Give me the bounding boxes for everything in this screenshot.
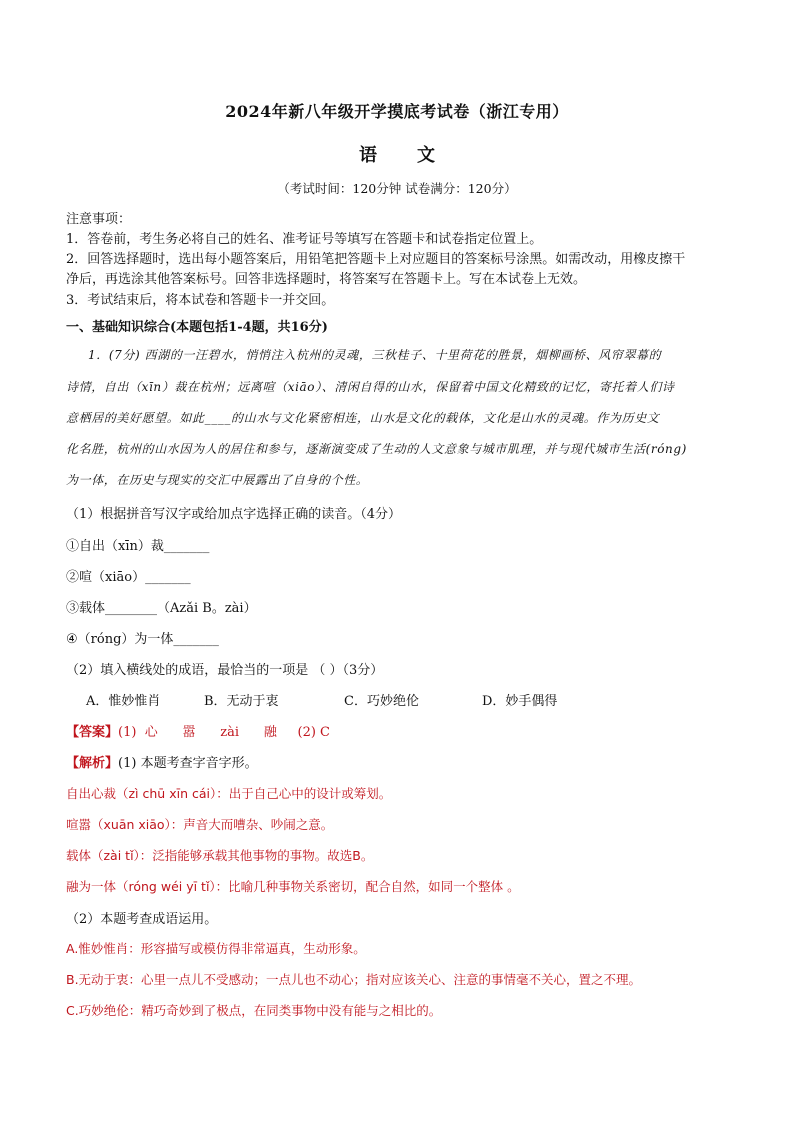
analysis-q2-line-b: B.无动于衷：心里一点儿不受感动；一点儿也不动心；指对应该关心、注意的事情毫不关心，置之不理。 xyxy=(66,972,642,987)
q2-option-c: C．巧妙绝伦 xyxy=(344,694,419,709)
exam-info: （考试时间：120分钟 试卷满分：120分） xyxy=(277,181,517,196)
notes-heading: 注意事项： xyxy=(66,212,132,227)
q1-item-4: ④（róng）为一体_______ xyxy=(66,632,219,647)
answer-label: 【答案】 xyxy=(66,725,119,740)
note-item-3: 3．考试结束后，将本试卷和答题卡一并交回。 xyxy=(66,293,335,308)
q2-prompt: （2）填入横线处的成语，最恰当的一项是 （ ）（3分） xyxy=(66,663,384,678)
analysis-line-4: 融为一体（róng wéi yī tǐ）：比喻几种事物关系密切，配合自然，如同一个整体 。 xyxy=(66,879,520,894)
note-item-2-cont: 净后，再选涂其他答案标号。回答非选择题时，将答案写在答题卡上。写在本试卷上无效。 xyxy=(66,272,587,287)
page-title: 2024年新八年级开学摸底考试卷（浙江专用） xyxy=(225,102,569,121)
analysis-q2-line-a: A.惟妙惟肖：形容描写或模仿得非常逼真，生动形象。 xyxy=(66,941,366,956)
answer-content: (1) 心 嚣 zài 融 (2) C xyxy=(118,725,330,740)
passage-line-4: 化名胜，杭州的山水因为人的居住和参与，逐渐演变成了生动的人文意象与城市肌理，并与现代城市生活(róng) xyxy=(66,442,687,456)
q1-item-2: ②喧（xiāo）_______ xyxy=(66,570,191,585)
q2-option-b: B．无动于衷 xyxy=(204,694,279,709)
q1-item-3: ③载体________（Azǎi B。zài） xyxy=(66,601,257,616)
passage-line-1: 1．(7分) 西湖的一汪碧水，悄悄注入杭州的灵魂，三秋桂子、十里荷花的胜景，烟柳画桥、风帘翠幕的 xyxy=(88,348,662,362)
q1-item-1: ①自出（xīn）裁_______ xyxy=(66,539,210,554)
q1-prompt: （1）根据拼音写汉字或给加点字选择正确的读音。（4分） xyxy=(66,507,402,522)
passage-line-5: 为一体，在历史与现实的交汇中展露出了自身的个性。 xyxy=(66,473,369,487)
analysis-intro: (1) 本题考查字音字形。 xyxy=(118,756,258,771)
analysis-line-1: 自出心裁（zì chū xīn cái）：出于自己心中的设计或筹划。 xyxy=(66,786,392,801)
analysis-q2-intro: （2）本题考查成语运用。 xyxy=(66,912,218,927)
analysis-line xyxy=(66,752,258,771)
note-item-2: 2．回答选择题时，选出每小题答案后，用铅笔把答题卡上对应题目的答案标号涂黑。如需改动，用橡皮擦干 xyxy=(66,252,686,267)
analysis-line-3: 载体（zài tǐ）：泛指能够承载其他事物的事物。故选B。 xyxy=(66,848,374,863)
analysis-line-2: 喧嚣（xuān xiāo）：声音大而嘈杂、吵闹之意。 xyxy=(66,817,334,832)
passage-line-2: 诗情，自出（xīn）裁在杭州；远离喧（xiāo）、清闲自得的山水，保留着中国文化精致的记忆，寄托着人们诗 xyxy=(66,380,675,394)
subject-heading: 语文 xyxy=(359,145,475,166)
passage-line-3: 意栖居的美好愿望。如此____的山水与文化紧密相连，山水是文化的载体，文化是山水的灵魂。作为历史文 xyxy=(66,411,660,425)
q2-option-d: D．妙手偶得 xyxy=(482,694,558,709)
analysis-label: 【解析】 xyxy=(66,756,119,771)
analysis-q2-line-c: C.巧妙绝伦：精巧奇妙到了极点，在同类事物中没有能与之相比的。 xyxy=(66,1003,442,1018)
q2-options xyxy=(86,690,557,709)
q2-option-a: A．惟妙惟肖 xyxy=(86,694,161,709)
answer-line xyxy=(66,721,330,740)
note-item-1: 1．答卷前，考生务必将自己的姓名、准考证号等填写在答题卡和试卷指定位置上。 xyxy=(66,232,543,247)
section-heading: 一、基础知识综合(本题包括1-4题，共16分) xyxy=(66,320,328,335)
